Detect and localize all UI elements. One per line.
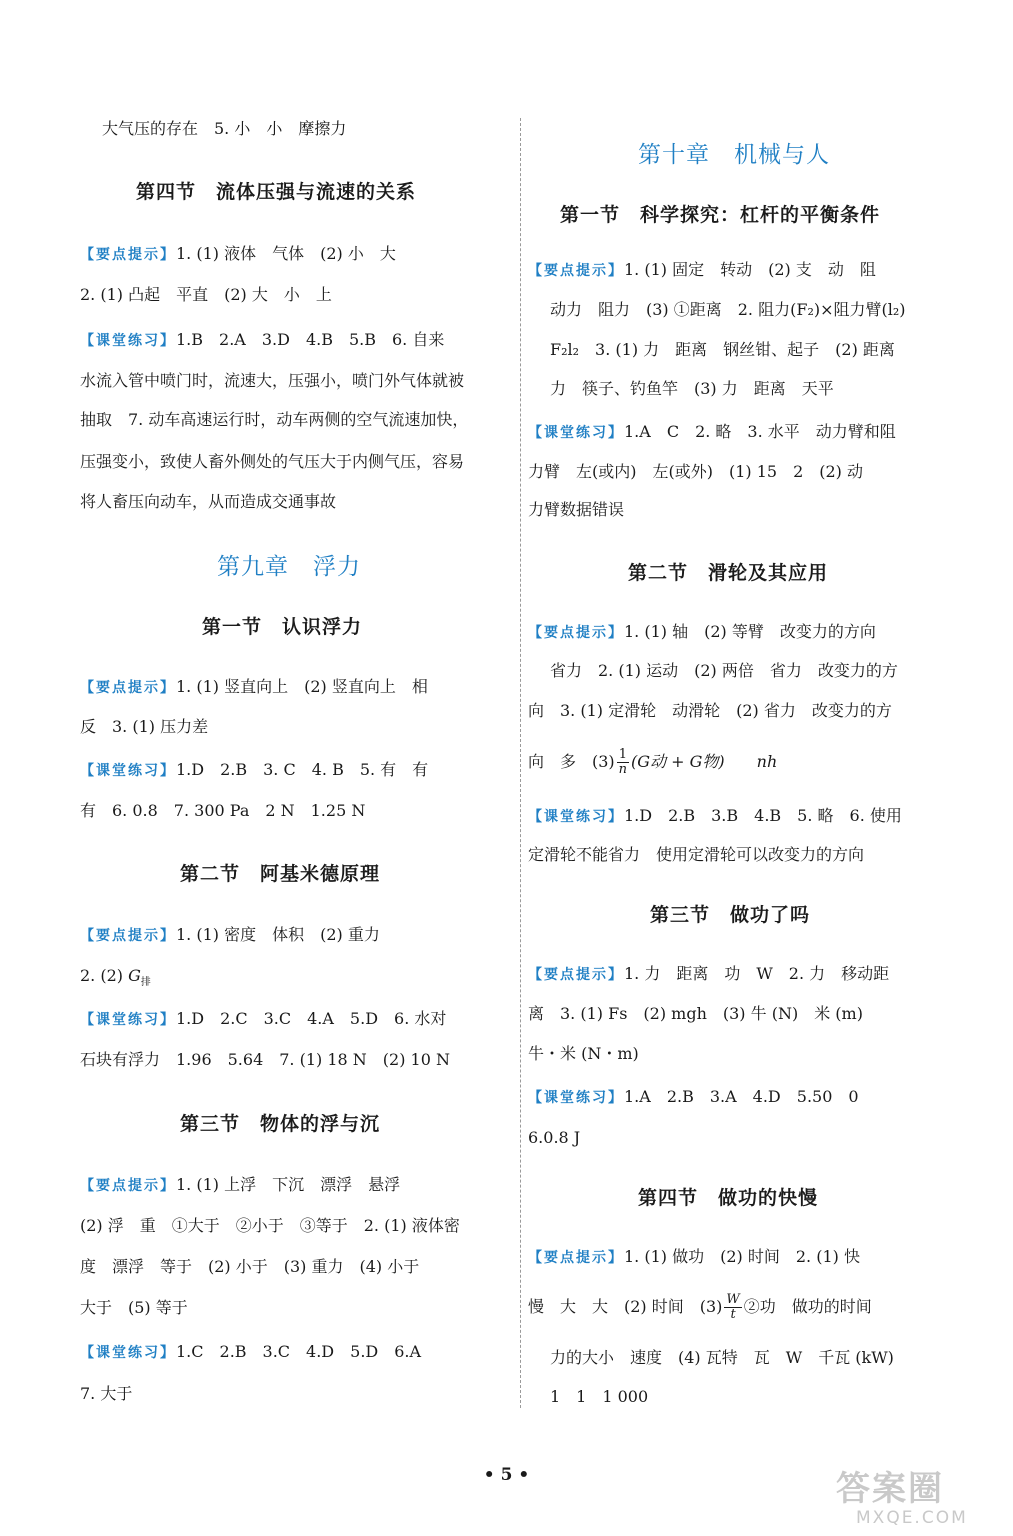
text-line: 动力 阻力 (3) ①距离 2. 阻力(F₂)×阻力臂(l₂) (550, 300, 906, 319)
text-line: 【要点提示】1. (1) 固定 转动 (2) 支 动 阻 (528, 260, 876, 279)
section-heading: 第三节 做功了吗 (650, 904, 811, 926)
key-points-tag: 【要点提示】 (528, 263, 624, 279)
text-line: 牛・米 (N・m) (528, 1044, 639, 1063)
key-points-tag: 【要点提示】 (80, 1178, 176, 1194)
text-line: 【课堂练习】1.A 2.B 3.A 4.D 5.50 0 (528, 1087, 859, 1106)
text-line: 【课堂练习】1.D 2.C 3.C 4.A 5.D 6. 水对 (80, 1009, 447, 1028)
exercise-tag: 【课堂练习】 (528, 809, 624, 825)
text-line: 大气压的存在 5. 小 小 摩擦力 (102, 119, 347, 138)
text-line: F₂l₂ 3. (1) 力 距离 钢丝钳、起子 (2) 距离 (550, 340, 895, 359)
fraction: $\frac{1}{n}$ (618, 747, 628, 777)
text-line: 【课堂练习】1.A C 2. 略 3. 水平 动力臂和阻 (528, 422, 896, 441)
text-line: 反 3. (1) 压力差 (80, 717, 209, 736)
section-heading: 第二节 滑轮及其应用 (628, 562, 829, 584)
key-points-tag: 【要点提示】 (528, 625, 624, 641)
text-line: 水流入管中喷门时，流速大，压强小，喷门外气体就被 (80, 371, 465, 390)
text-line: 大于 (5) 等于 (80, 1298, 188, 1317)
text-line: 力臂 左(或内) 左(或外) (1) 15 2 (2) 动 (528, 462, 864, 481)
text-line: 将人畜压向动车，从而造成交通事故 (80, 492, 337, 511)
key-points-tag: 【要点提示】 (80, 680, 176, 696)
chapter-title: 第十章 机械与人 (638, 142, 830, 168)
key-points-tag: 【要点提示】 (528, 967, 624, 983)
text-line: 石块有浮力 1.96 5.64 7. (1) 18 N (2) 10 N (80, 1050, 450, 1069)
text-line: 省力 2. (1) 运动 (2) 两倍 省力 改变力的方 (550, 661, 898, 680)
exercise-tag: 【课堂练习】 (80, 763, 176, 779)
text-line: 向 多 (3) $\frac{1}{n}$ (G动 + G物) nh (528, 747, 778, 777)
text-line: 压强变小，致使人畜外侧处的气压大于内侧气压，容易 (80, 452, 465, 471)
key-points-tag: 【要点提示】 (80, 928, 176, 944)
section-heading: 第一节 认识浮力 (202, 616, 363, 638)
text-line: 6.0.8 J (528, 1128, 581, 1147)
text-line: 有 6. 0.8 7. 300 Pa 2 N 1.25 N (80, 801, 366, 820)
exercise-tag: 【课堂练习】 (80, 1012, 176, 1028)
text-line: (2) 浮 重 ①大于 ②小于 ③等于 2. (1) 液体密 (80, 1216, 460, 1235)
fraction: $\frac{W}{t}$ (726, 1292, 740, 1322)
text-line: 【课堂练习】1.D 2.B 3.B 4.B 5. 略 6. 使用 (528, 806, 902, 825)
text-line: 2. (2) $G_排$ (80, 966, 151, 989)
text-line: 【要点提示】1. (1) 轴 (2) 等臂 改变力的方向 (528, 622, 876, 641)
text-line: 【要点提示】1. (1) 上浮 下沉 漂浮 悬浮 (80, 1175, 401, 1194)
key-points-tag: 【要点提示】 (528, 1250, 624, 1266)
text-line: 【课堂练习】1.D 2.B 3. C 4. B 5. 有 有 (80, 760, 429, 779)
exercise-tag: 【课堂练习】 (80, 1345, 176, 1361)
text-line: 慢 大 大 (2) 时间 (3) $\frac{W}{t}$ ②功 做功的时间 (528, 1292, 872, 1322)
text-line: 抽取 7. 动车高速运行时，动车两侧的空气流速加快， (80, 410, 469, 429)
chapter-title: 第九章 浮力 (217, 554, 361, 580)
text-line: 【课堂练习】1.B 2.A 3.D 4.B 5.B 6. 自来 (80, 330, 445, 349)
text-line: 力 筷子、钓鱼竿 (3) 力 距离 天平 (550, 379, 834, 398)
section-heading: 第二节 阿基米德原理 (180, 863, 381, 885)
text-line: 定滑轮不能省力 使用定滑轮可以改变力的方向 (528, 845, 865, 864)
text-line: 2. (1) 凸起 平直 (2) 大 小 上 (80, 285, 332, 304)
text-line: 【要点提示】1. 力 距离 功 W 2. 力 移动距 (528, 964, 890, 983)
text-line: 向 3. (1) 定滑轮 动滑轮 (2) 省力 改变力的方 (528, 701, 892, 720)
text-line: 力的大小 速度 (4) 瓦特 瓦 W 千瓦 (kW) (550, 1348, 894, 1367)
text-line: 【要点提示】1. (1) 液体 气体 (2) 小 大 (80, 244, 396, 263)
page-number: • 5 • (483, 1465, 530, 1485)
text-line: 【要点提示】1. (1) 做功 (2) 时间 2. (1) 快 (528, 1247, 860, 1266)
section-heading: 第一节 科学探究：杠杆的平衡条件 (560, 204, 881, 226)
section-heading: 第三节 物体的浮与沉 (180, 1113, 381, 1135)
text-line: 离 3. (1) Fs (2) mgh (3) 牛 (N) 米 (m) (528, 1004, 863, 1023)
text-line: 1 1 1 000 (550, 1387, 649, 1406)
section-heading: 第四节 流体压强与流速的关系 (136, 181, 417, 203)
text-line: 度 漂浮 等于 (2) 小于 (3) 重力 (4) 小于 (80, 1257, 420, 1276)
key-points-tag: 【要点提示】 (80, 247, 176, 263)
exercise-tag: 【课堂练习】 (80, 333, 176, 349)
section-heading: 第四节 做功的快慢 (638, 1187, 819, 1209)
text-line: 力臂数据错误 (528, 500, 625, 519)
text-line: 【要点提示】1. (1) 竖直向上 (2) 竖直向上 相 (80, 677, 428, 696)
text-line: 【课堂练习】1.C 2.B 3.C 4.D 5.D 6.A (80, 1342, 422, 1361)
exercise-tag: 【课堂练习】 (528, 425, 624, 441)
exercise-tag: 【课堂练习】 (528, 1090, 624, 1106)
text-line: 7. 大于 (80, 1384, 133, 1403)
watermark-logo: 答案圈 MXQE.COM (836, 1469, 968, 1528)
text-line: 【要点提示】1. (1) 密度 体积 (2) 重力 (80, 925, 380, 944)
column-divider (520, 118, 521, 1408)
